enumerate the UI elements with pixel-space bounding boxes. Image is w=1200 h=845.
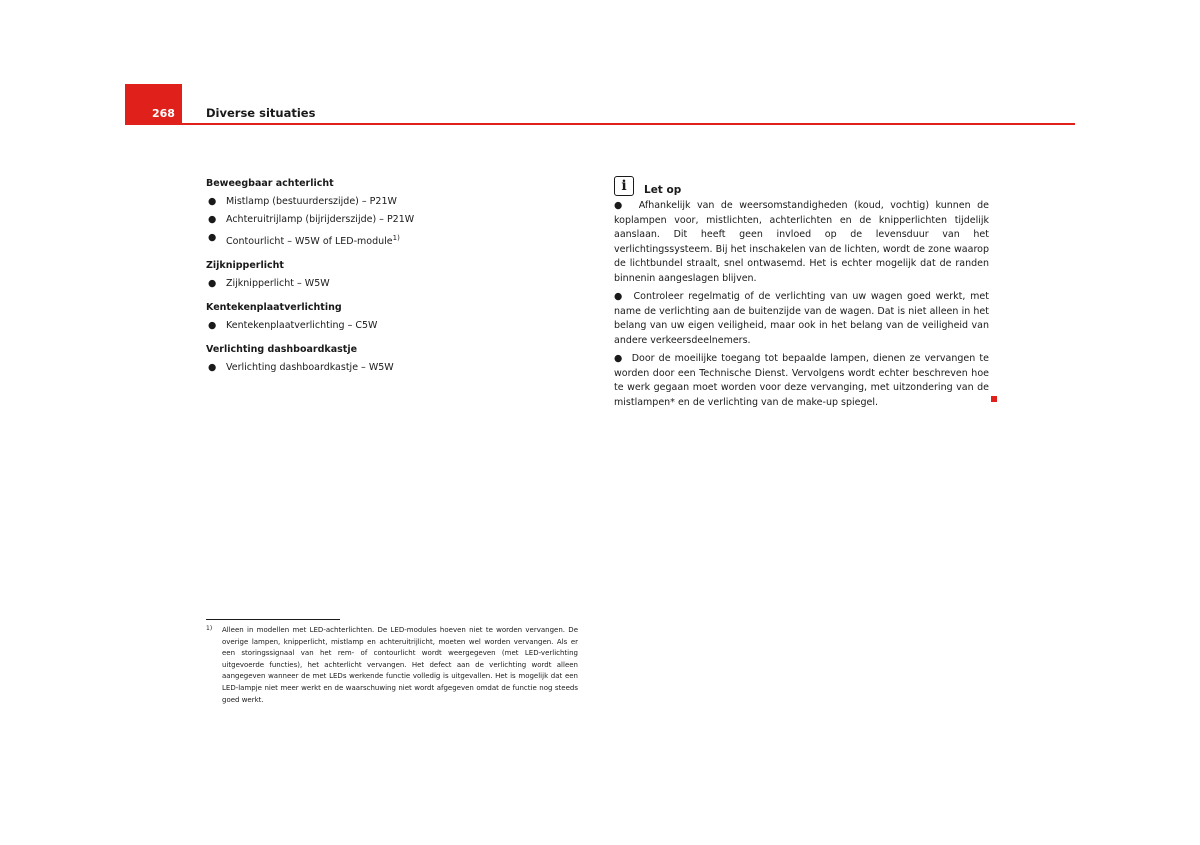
section-title: Kentekenplaatverlichting (206, 302, 342, 314)
bullet-icon: ● (614, 353, 624, 364)
list-item: ● Contourlicht – W5W of LED-module$^{1)}$ (206, 229, 586, 251)
note-paragraph: ● Afhankelijk van de weersomstandigheden (koud, vochtig) kunnen de koplampen voor, mistlichten, achterlichten en de knipperlichten tijdelijk aanslaan. Dit heeft geen invloed op de levensduur van het verlichtingssysteem. Bij het inschakelen van de lichten, wordt de zone waarop de lichtbundel straalt, snel ontwasemd. Het is echter mogelijk dat de randen binnenin aangeslagen blijven. (614, 200, 989, 284)
list-item: ● Zijknipperlicht – W5W (206, 275, 586, 293)
footnote (206, 625, 578, 706)
caution-note (614, 175, 989, 414)
header-rule (125, 123, 1075, 125)
footnote-rule (206, 619, 340, 620)
end-of-section-mark (991, 396, 997, 402)
bulb-list (206, 175, 586, 383)
list-item: ● Achteruitrijlamp (bijrijderszijde) – P21W (206, 211, 586, 229)
footnote-mark: 1) (206, 625, 213, 632)
note-paragraph: ● Controleer regelmatig of de verlichting van uw wagen goed werkt, met name de verlichting aan de buitenzijde van de wagen. Dat is niet alleen in het belang van uw eigen veiligheid, maar ook in het belang van de veiligheid van andere verkeersdeelnemers. (614, 291, 989, 346)
bullet-icon: ● (208, 362, 217, 374)
section-list (206, 359, 586, 377)
bullet-icon: ● (208, 214, 217, 225)
note-title: Let op (644, 183, 682, 196)
bullet-icon: ● (208, 232, 217, 243)
page-number: 268 (152, 107, 175, 120)
footnote-text: Alleen in modellen met LED-achterlichten. De LED-modules hoeven niet te worden vervangen. De overige lampen, knipperlicht, mistlamp en achteruitrijlicht, moeten wel worden vervangen. Als er een storingssignaal van het rem- of contourlicht wordt weergegeven (met LED-verlichting uitgevoerde functies), het achterlicht vervangen. Het defect aan de verlichting wordt alleen aangegeven wanneer de met LEDs werkende functie volledig is uitgevallen. Het is mogelijk dat een LED-lampje niet meer werkt en de waarschuwing niet wordt afgegeven omdat de functie nog steeds goed werkt. (222, 626, 578, 704)
page-title: Diverse situaties (206, 106, 316, 120)
list-item: ● Kentekenplaatverlichting – C5W (206, 317, 586, 335)
section-list (206, 317, 586, 335)
footnote-ref: 1) (392, 234, 400, 242)
note-header (614, 175, 989, 197)
section-list (206, 275, 586, 293)
info-icon: i (614, 176, 634, 196)
list-item: ● Mistlamp (bestuurderszijde) – P21W (206, 193, 586, 211)
section-list (206, 193, 586, 251)
list-item: ● Verlichting dashboardkastje – W5W (206, 359, 586, 377)
bullet-icon: ● (208, 196, 217, 207)
note-paragraph: ● Door de moeilijke toegang tot bepaalde lampen, dienen ze vervangen te worden door een Technische Dienst. Vervolgens wordt echter beschreven hoe te werk gegaan moet worden voor deze vervanging, met uitzondering van de mistlampen* en de verlichting van de make-up spiegel. (614, 353, 989, 408)
section-title: Beweegbaar achterlicht (206, 178, 334, 189)
bullet-icon: ● (208, 278, 217, 290)
bullet-icon: ● (614, 291, 625, 302)
bullet-icon: ● (614, 200, 626, 211)
section-title: Zijknipperlicht (206, 260, 284, 272)
section-title: Verlichting dashboardkastje (206, 344, 358, 356)
bullet-icon: ● (208, 320, 217, 332)
